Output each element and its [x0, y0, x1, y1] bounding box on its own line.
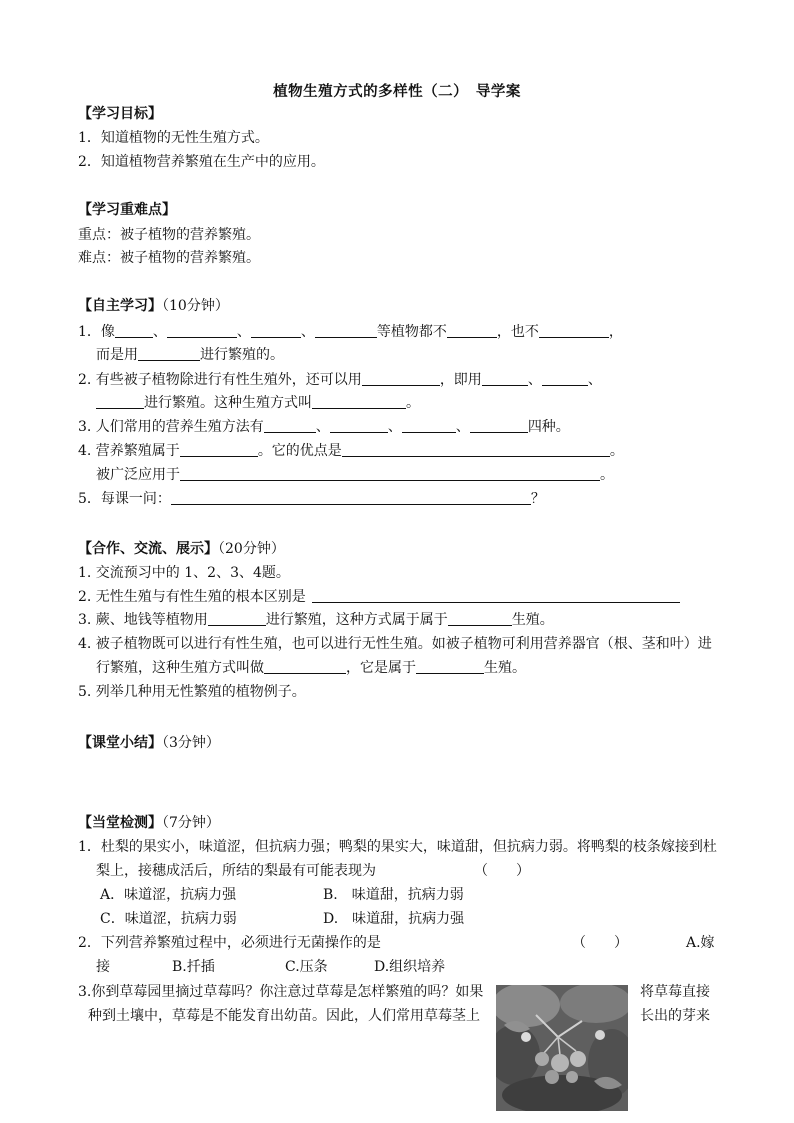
goals-heading: 【学习目标】	[78, 106, 162, 122]
separator: 、	[387, 419, 402, 435]
q3-text: 进行繁殖，这种方式属于属于	[265, 612, 448, 628]
self-study-q5	[78, 489, 545, 509]
self-study-q3	[78, 417, 570, 437]
test-q2-line1: 2．下列营养繁殖过程中，必须进行无菌操作的是	[78, 935, 381, 951]
separator: 、	[152, 324, 167, 340]
separator: 、	[527, 372, 542, 388]
test-q1-line1: 1．杜梨的果实小，味道涩，但抗病力强；鸭梨的果实大，味道甜，但抗病力弱。将鸭梨的枝条嫁接到杜	[78, 839, 717, 855]
self-study-q4-line2	[96, 465, 614, 485]
blank[interactable]	[448, 611, 512, 626]
blank[interactable]	[470, 418, 528, 433]
blank[interactable]	[180, 442, 258, 457]
test-time: （7分钟）	[162, 815, 220, 831]
q4-text: 行繁殖，这种生殖方式叫做	[96, 660, 264, 676]
q4-text: ，它是属于	[346, 660, 416, 676]
blank[interactable]	[115, 323, 153, 338]
cooperate-q5: 5. 列举几种用无性繁殖的植物例子。	[78, 684, 306, 700]
q4-text: 。	[600, 467, 614, 483]
q1-text: ，也不	[496, 324, 539, 340]
q1-label: 1．像	[78, 324, 115, 340]
blank[interactable]	[138, 346, 200, 361]
focus-point: 重点：被子植物的营养繁殖。	[78, 227, 260, 243]
self-study-q2-line2	[96, 393, 420, 413]
blank[interactable]	[315, 323, 377, 338]
self-study-q2	[78, 370, 602, 390]
q4-text: 。	[609, 443, 624, 459]
cooperate-time: （20分钟）	[218, 541, 285, 557]
separator: 、	[236, 324, 251, 340]
blank[interactable]	[312, 588, 680, 603]
test-q2-option-c[interactable]: C.压条	[285, 959, 328, 975]
q1-text: ，	[608, 324, 623, 340]
q2-text: 2. 无性生殖与有性生殖的根本区别是	[78, 589, 306, 605]
q4-text: 生殖。	[484, 660, 526, 676]
blank[interactable]	[362, 371, 440, 386]
q4-text: 4. 营养繁殖属于	[78, 443, 180, 459]
blank[interactable]	[167, 323, 237, 338]
test-q3-line1b: 将草莓直接	[640, 984, 710, 1000]
cooperate-q2	[78, 587, 680, 607]
q3-text: 生殖。	[511, 612, 554, 628]
self-study-time: （10分钟）	[162, 298, 229, 314]
test-q2-option-a-part2[interactable]: 接	[96, 959, 110, 975]
strawberry-photo	[496, 985, 628, 1111]
self-study-q1	[78, 322, 623, 342]
q5-text: 5．每课一问：	[78, 491, 171, 507]
q1-text: 等植物都不	[376, 324, 447, 340]
q1-text: 而是用	[96, 347, 138, 363]
cooperate-q1: 1. 交流预习中的 1、2、3、4题。	[78, 565, 290, 581]
blank[interactable]	[96, 394, 144, 409]
blank[interactable]	[482, 371, 528, 386]
test-q3-line2a: 种到土壤中，草莓是不能发育出幼苗。因此，人们常用草莓茎上	[88, 1008, 480, 1024]
blank[interactable]	[264, 418, 316, 433]
q3-text: 四种。	[527, 419, 570, 435]
strawberry-photo-graphic	[496, 985, 628, 1111]
q2-text: ，即用	[439, 372, 482, 388]
test-q1-answer-paren[interactable]: （ ）	[474, 863, 530, 879]
test-q1-option-b[interactable]: B. 味道甜，抗病力弱	[323, 887, 464, 903]
test-heading-row	[78, 813, 220, 833]
cooperate-heading-row	[78, 539, 285, 559]
blank[interactable]	[542, 371, 588, 386]
self-study-heading: 【自主学习】	[78, 298, 162, 314]
goal-item-2: 2．知道植物营养繁殖在生产中的应用。	[78, 154, 325, 170]
self-study-q1-line2	[96, 345, 284, 365]
page-title: 植物生殖方式的多样性（二） 导学案	[273, 83, 521, 100]
q5-text: ？	[530, 491, 545, 507]
q2-text: 。	[406, 395, 420, 411]
self-study-heading-row	[78, 296, 229, 316]
blank[interactable]	[416, 659, 484, 674]
cooperate-q4: 4. 被子植物既可以进行有性生殖，也可以进行无性生殖。如被子植物可利用营养器官（根、茎和叶）进	[78, 636, 712, 652]
test-q3-line1a: 3.你到草莓园里摘过草莓吗？你注意过草莓是怎样繁殖的吗？如果	[78, 984, 484, 1000]
blank[interactable]	[447, 323, 497, 338]
blank[interactable]	[208, 611, 266, 626]
test-q1-option-d[interactable]: D. 味道甜，抗病力强	[323, 911, 465, 927]
summary-heading-row	[78, 733, 220, 753]
test-q2-answer-paren[interactable]: （ ）	[572, 935, 628, 951]
separator: 、	[587, 372, 602, 388]
goal-item-1: 1．知道植物的无性生殖方式。	[78, 130, 269, 146]
separator: 、	[315, 419, 330, 435]
test-q1-option-a[interactable]: A．味道涩，抗病力强	[100, 887, 237, 903]
summary-heading: 【课堂小结】	[78, 735, 162, 751]
test-q3-line2b: 长出的芽来	[640, 1008, 710, 1024]
test-q2-option-d[interactable]: D.组织培养	[374, 959, 446, 975]
blank[interactable]	[330, 418, 388, 433]
blank[interactable]	[264, 659, 346, 674]
summary-time: （3分钟）	[162, 735, 220, 751]
blank[interactable]	[402, 418, 456, 433]
q3-text: 3. 蕨、地钱等植物用	[78, 612, 208, 628]
separator: 、	[455, 419, 470, 435]
q1-text: 进行繁殖的。	[200, 347, 284, 363]
q4-text: 被广泛应用于	[96, 467, 180, 483]
blank[interactable]	[539, 323, 609, 338]
cooperate-q3	[78, 610, 554, 630]
q3-text: 3. 人们常用的营养生殖方法有	[78, 419, 264, 435]
blank[interactable]	[342, 442, 610, 457]
self-study-q4	[78, 441, 624, 461]
blank[interactable]	[312, 394, 406, 409]
test-q2-option-b[interactable]: B.扦插	[172, 959, 215, 975]
difficulty-point: 难点：被子植物的营养繁殖。	[78, 250, 260, 266]
test-q1-line2: 梨上，接穗成活后，所结的梨最有可能表现为	[96, 863, 376, 879]
cooperate-heading: 【合作、交流、展示】	[78, 541, 218, 557]
test-heading: 【当堂检测】	[78, 815, 162, 831]
q2-text: 2. 有些被子植物除进行有性生殖外，还可以用	[78, 372, 362, 388]
blank[interactable]	[180, 466, 600, 481]
key-points-heading: 【学习重难点】	[78, 202, 176, 218]
blank[interactable]	[171, 490, 531, 505]
blank[interactable]	[251, 323, 301, 338]
q2-text: 进行繁殖。这种生殖方式叫	[144, 395, 312, 411]
q4-text: 。它的优点是	[257, 443, 342, 459]
cooperate-q4-line2	[96, 658, 526, 678]
separator: 、	[300, 324, 315, 340]
test-q2-option-a-part1[interactable]: A.嫁	[686, 935, 715, 951]
test-q1-option-c[interactable]: C．味道涩，抗病力弱	[100, 911, 237, 927]
